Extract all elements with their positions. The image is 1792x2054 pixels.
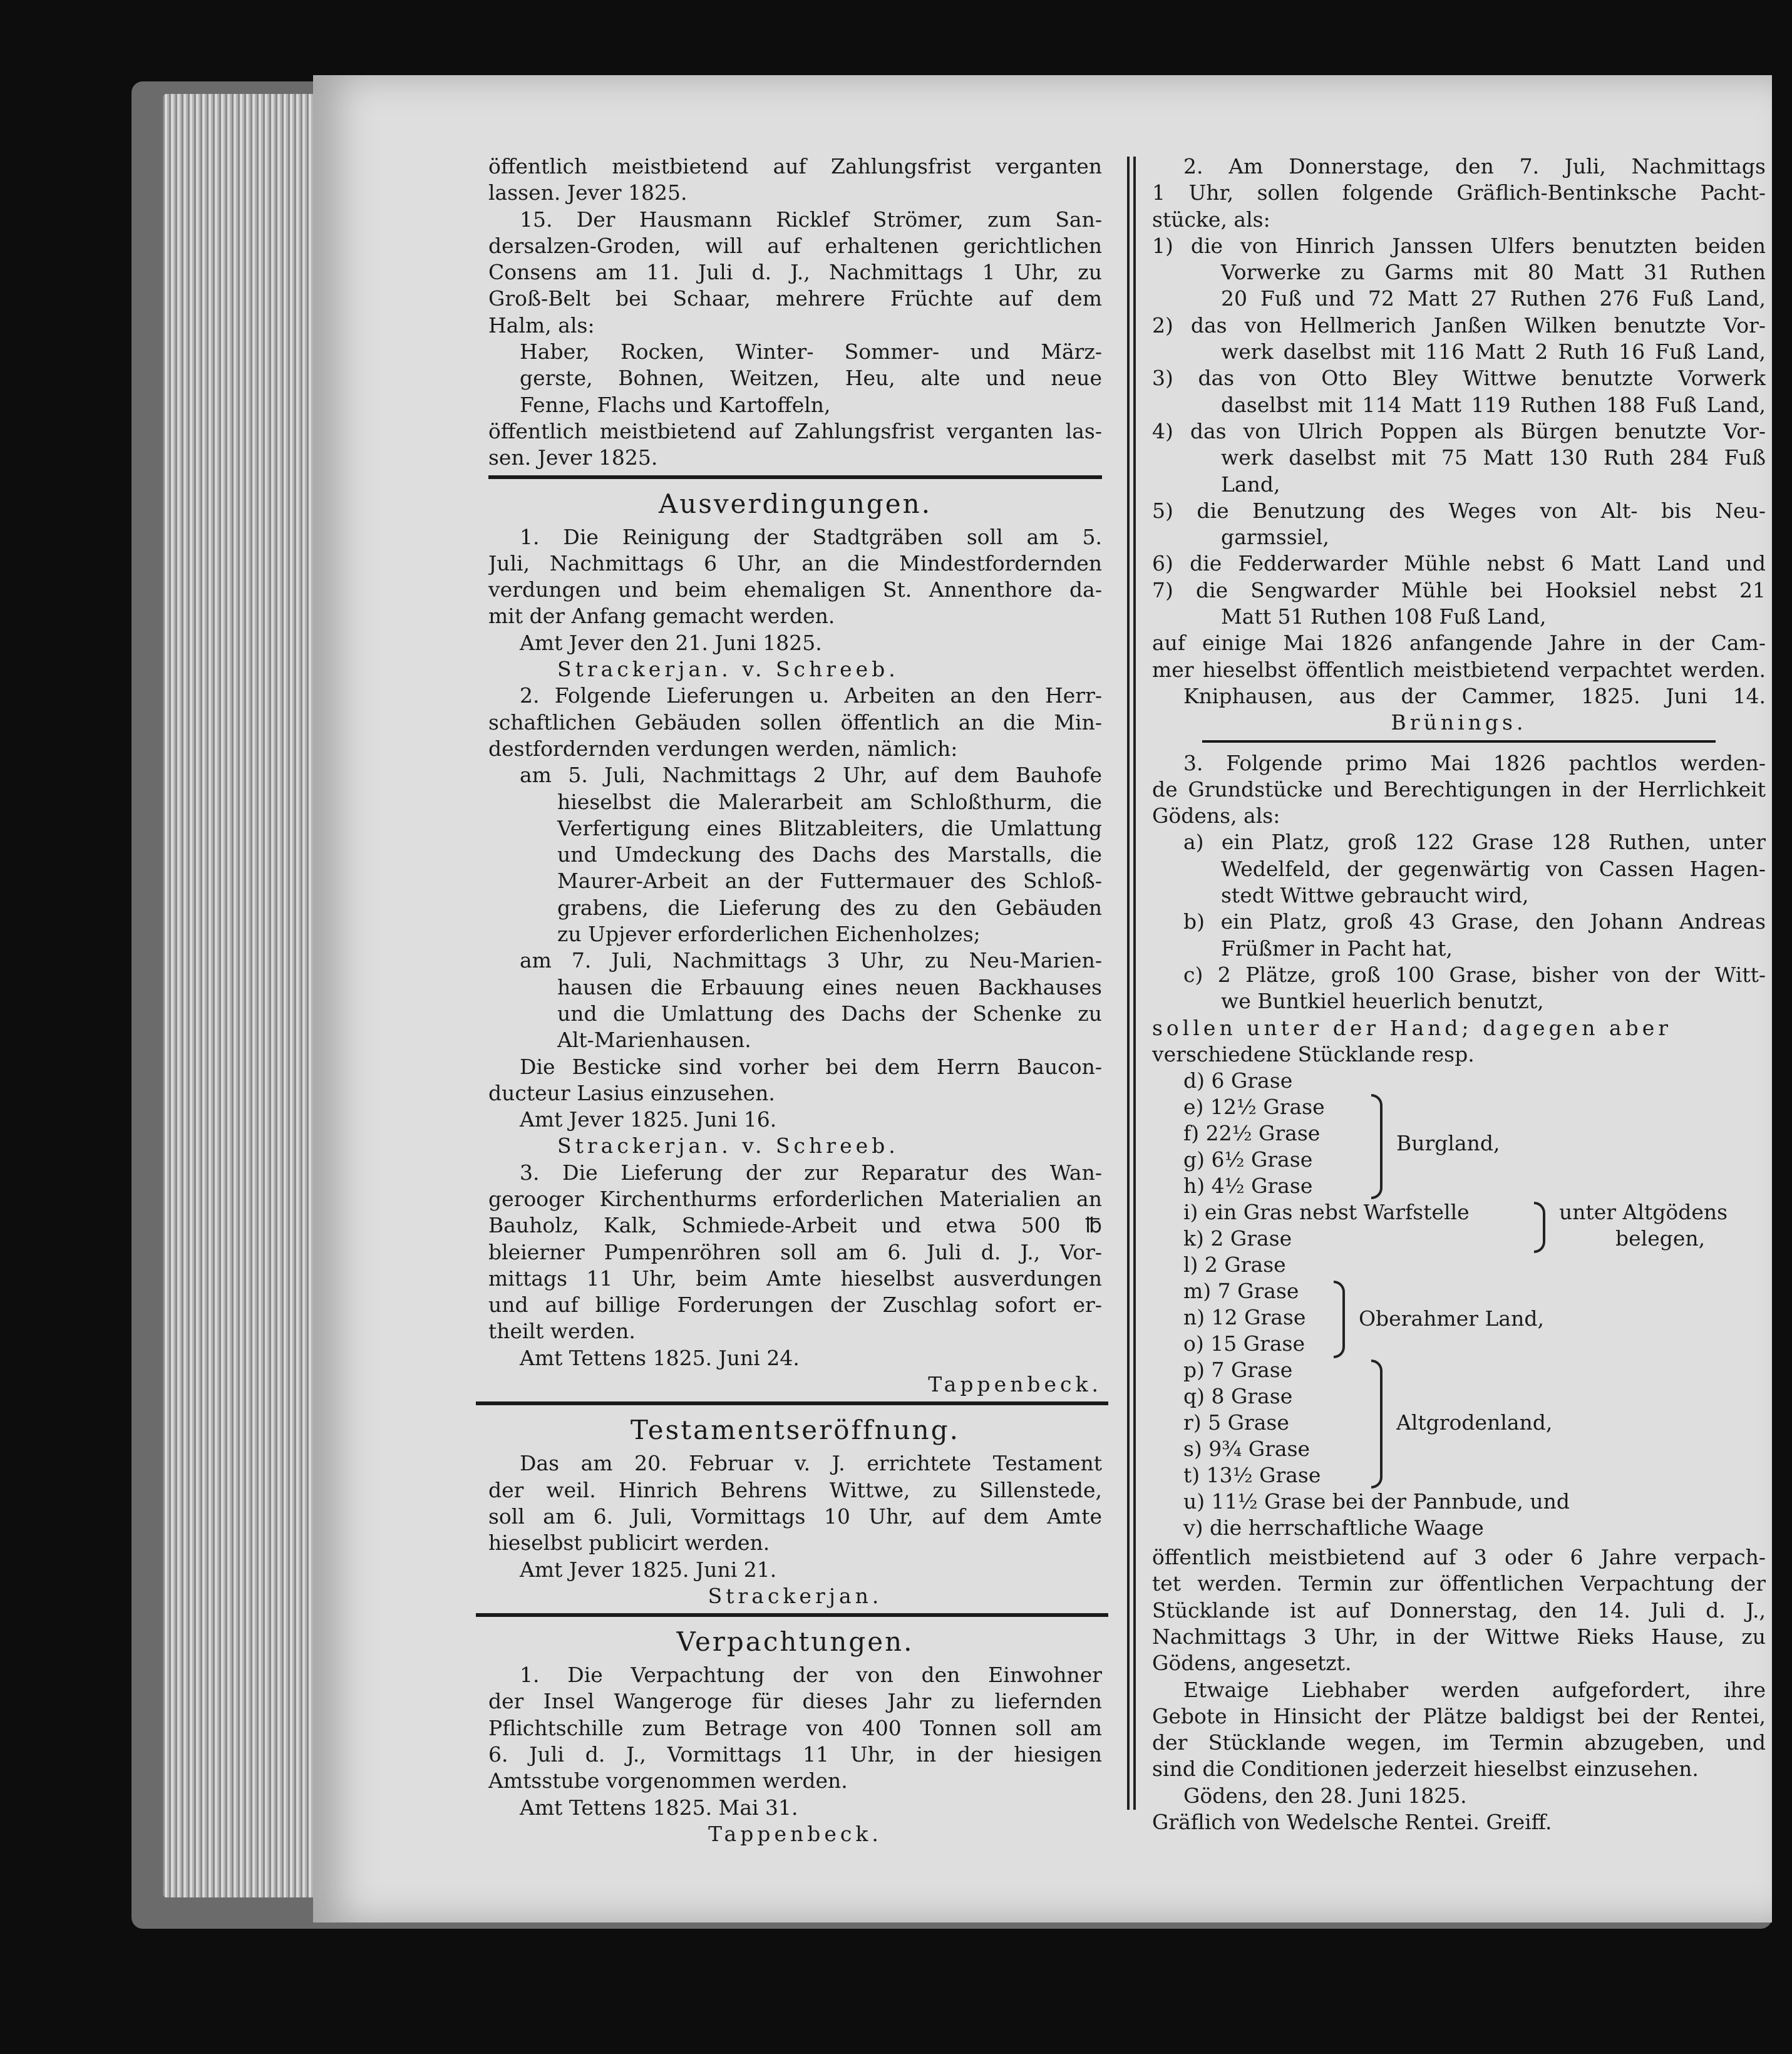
- signature-line: Tappenbeck.: [928, 1372, 1102, 1397]
- text-line: 3. Die Lieferung der zur Reparatur des Wan-: [520, 1160, 1102, 1185]
- text-line: Amt Tettens 1825. Juni 24.: [520, 1345, 800, 1370]
- group-label: Oberahmer Land,: [1359, 1306, 1544, 1331]
- text-line: c) 2 Plätze, groß 100 Grase, bisher von der Witt-: [1183, 962, 1766, 987]
- signature-line: Strackerjan.: [708, 1583, 883, 1608]
- section-rule: [476, 1613, 1108, 1622]
- text-line: hieselbst publicirt werden.: [488, 1530, 770, 1556]
- text-line: Das am 20. Februar v. J. errichtete Testament: [520, 1451, 1102, 1476]
- text-line: Haber, Rocken, Winter- Sommer- und März-: [520, 339, 1102, 364]
- text-line: gerooger Kirchenthurms erforderlichen Materialien an: [488, 1186, 1102, 1211]
- list-item: v) die herrschaftliche Waage: [1183, 1515, 1484, 1540]
- list-item: n) 12 Grase: [1183, 1305, 1306, 1330]
- text-line: Gödens, angesetzt.: [1152, 1651, 1352, 1676]
- text-line: mit der Anfang gemacht werden.: [488, 604, 835, 629]
- text-line: 4) das von Ulrich Poppen als Bürgen benutzte Vor-: [1152, 418, 1766, 443]
- text-line: Groß-Belt bei Schaar, mehrere Früchte auf dem: [488, 286, 1102, 311]
- text-line: der weil. Hinrich Behrens Wittwe, zu Sillenstede,: [488, 1477, 1102, 1502]
- list-item: k) 2 Grase: [1183, 1226, 1292, 1251]
- group-brace: [1534, 1202, 1545, 1253]
- section-heading: Ausverdingungen.: [658, 488, 932, 519]
- text-line: daselbst mit 114 Matt 119 Ruthen 188 Fuß Land,: [1221, 392, 1766, 417]
- text-line: de Grundstücke und Berechtigungen in der Herrlichkeit: [1152, 777, 1766, 802]
- list-item: e) 12½ Grase: [1183, 1095, 1325, 1120]
- group-label: unter Altgödens: [1559, 1200, 1728, 1225]
- text-line: 1. Die Reinigung der Stadtgräben soll am 5.: [520, 524, 1102, 549]
- item-list: [1152, 1068, 1766, 1544]
- text-line: verdungen und beim ehemaligen St. Annenthore da-: [488, 577, 1102, 602]
- text-line: 6. Juli d. J., Vormittags 11 Uhr, in der hiesigen: [488, 1742, 1102, 1767]
- section-rule: [488, 475, 1102, 484]
- signature-line: Strackerjan. v. Schreeb.: [557, 1133, 899, 1159]
- text-line: am 5. Juli, Nachmittags 2 Uhr, auf dem Bauhofe: [520, 763, 1102, 788]
- text-line: 15. Der Hausmann Ricklef Strömer, zum San-: [520, 207, 1102, 232]
- text-line: Amtsstube vorgenommen werden.: [488, 1768, 848, 1793]
- text-line: und Umdeckung des Dachs des Marstalls, die: [557, 842, 1102, 867]
- text-line: stedt Wittwe gebraucht wird,: [1221, 883, 1529, 908]
- text-line: bleierner Pumpenröhren soll am 6. Juli d. J., Vor-: [488, 1239, 1102, 1264]
- signature-line: Brünings.: [1391, 710, 1527, 735]
- text-line: hausen die Erbauung eines neuen Backhauses: [557, 974, 1102, 999]
- list-item: p) 7 Grase: [1183, 1358, 1293, 1383]
- text-line: Land,: [1221, 472, 1280, 497]
- text-line: stücke, als:: [1152, 207, 1270, 232]
- page-edges: [163, 94, 319, 1897]
- text-line: Pflichtschille zum Betrage von 400 Tonnen soll am: [488, 1715, 1102, 1740]
- text-line: und auf billige Forderungen der Zuschlag sofort er-: [488, 1293, 1102, 1318]
- section-rule: [1202, 740, 1716, 748]
- list-item: d) 6 Grase: [1183, 1068, 1293, 1093]
- text-line: werk daselbst mit 116 Matt 2 Ruth 16 Fuß Land,: [1221, 339, 1766, 364]
- text-line: der Insel Wangeroge für dieses Jahr zu liefernden: [488, 1689, 1102, 1714]
- text-line: hieselbst die Malerarbeit am Schloßthurm, die: [557, 789, 1102, 814]
- text-line: Vorwerke zu Garms mit 80 Matt 31 Ruthen: [1221, 260, 1766, 285]
- text-line: 1) die von Hinrich Janssen Ulfers benutzten beiden: [1152, 233, 1766, 258]
- text-line: Bauholz, Kalk, Schmiede-Arbeit und etwa 500 ℔: [488, 1213, 1102, 1238]
- text-line: a) ein Platz, groß 122 Grase 128 Ruthen, unter: [1183, 830, 1766, 855]
- text-line: auf einige Mai 1826 anfangende Jahre in der Cam-: [1152, 631, 1766, 656]
- text-line: mittags 11 Uhr, beim Amte hieselbst ausverdungen: [488, 1266, 1102, 1291]
- signature-line: Strackerjan. v. Schreeb.: [557, 657, 899, 682]
- text-line: Amt Jever 1825. Juni 16.: [520, 1107, 777, 1132]
- text-line: 3) das von Otto Bley Wittwe benutzte Vorwerk: [1152, 366, 1766, 391]
- text-line: 5) die Benutzung des Weges von Alt- bis Neu-: [1152, 498, 1766, 523]
- list-item: i) ein Gras nebst Warfstelle: [1183, 1200, 1470, 1225]
- text-line: Fenne, Flachs und Kartoffeln,: [520, 392, 831, 417]
- group-brace: [1371, 1360, 1383, 1489]
- text-line: 2. Folgende Lieferungen u. Arbeiten an den Herr-: [520, 683, 1102, 708]
- list-item: t) 13½ Grase: [1183, 1463, 1321, 1488]
- text-line: verschiedene Stücklande resp.: [1152, 1041, 1475, 1066]
- text-line: theilt werden.: [488, 1319, 636, 1344]
- text-line: Amt Jever den 21. Juni 1825.: [520, 630, 822, 655]
- list-item: q) 8 Grase: [1183, 1384, 1293, 1409]
- text-line: Halm, als:: [488, 312, 595, 338]
- text-line: 2) das von Hellmerich Janßen Wilken benutzte Vor-: [1152, 312, 1766, 338]
- text-line: 20 Fuß und 72 Matt 27 Ruthen 276 Fuß Land,: [1221, 286, 1766, 311]
- column-divider: [1127, 157, 1136, 1810]
- text-line: öffentlich meistbietend auf Zahlungsfrist verganten las-: [488, 418, 1102, 443]
- text-line: öffentlich meistbietend auf Zahlungsfrist verganten: [488, 154, 1102, 178]
- text-line: tet werden. Termin zur öffentlichen Verpachtung der: [1152, 1571, 1766, 1596]
- text-line: werk daselbst mit 75 Matt 130 Ruth 284 Fuß: [1221, 445, 1766, 470]
- text-line: Wedelfeld, der gegenwärtig von Cassen Hagen-: [1221, 856, 1766, 881]
- text-line: Gödens, den 28. Juni 1825.: [1183, 1783, 1467, 1808]
- text-line: ducteur Lasius einzusehen.: [488, 1080, 775, 1105]
- text-line: garmssiel,: [1221, 525, 1329, 550]
- text-line: Amt Tettens 1825. Mai 31.: [520, 1795, 798, 1820]
- text-line: sen. Jever 1825.: [488, 445, 658, 470]
- text-line: Alt-Marienhausen.: [557, 1028, 751, 1053]
- text-line: lassen. Jever 1825.: [488, 180, 687, 205]
- signature-line: Gräflich von Wedelsche Rentei. Greiff.: [1152, 1810, 1552, 1835]
- text-line: zu Upjever erforderlichen Eichenholzes;: [557, 922, 981, 947]
- text-line: 2. Am Donnerstage, den 7. Juli, Nachmittags: [1183, 154, 1766, 178]
- section-rule: [476, 1401, 1108, 1410]
- text-line: 1. Die Verpachtung der von den Einwohner: [520, 1663, 1102, 1688]
- text-line: Matt 51 Ruthen 108 Fuß Land,: [1221, 604, 1547, 629]
- text-line: grabens, die Lieferung des zu den Gebäuden: [557, 895, 1102, 920]
- text-line: soll am 6. Juli, Vormittags 10 Uhr, auf dem Amte: [488, 1504, 1102, 1529]
- list-item: r) 5 Grase: [1183, 1410, 1289, 1435]
- right-column: [1152, 153, 1766, 1835]
- list-item: o) 15 Grase: [1183, 1331, 1305, 1356]
- text-line: Gödens, als:: [1152, 803, 1280, 828]
- text-line: Consens am 11. Juli d. J., Nachmittags 1 Uhr, zu: [488, 260, 1102, 285]
- list-item: f) 22½ Grase: [1183, 1121, 1321, 1146]
- list-item: m) 7 Grase: [1183, 1279, 1299, 1304]
- text-line: 1 Uhr, sollen folgende Gräflich-Bentinksche Pacht-: [1152, 180, 1766, 205]
- group-brace: [1334, 1281, 1345, 1358]
- text-line: destfordernden verdungen werden, nämlich:: [488, 736, 958, 761]
- text-line: Maurer-Arbeit an der Futtermauer des Schloß-: [557, 869, 1102, 894]
- text-line: Amt Jever 1825. Juni 21.: [520, 1557, 777, 1582]
- text-line: mer hieselbst öffentlich meistbietend verpachtet werden.: [1152, 657, 1766, 682]
- list-item: s) 9¾ Grase: [1183, 1437, 1311, 1462]
- list-item: g) 6½ Grase: [1183, 1147, 1313, 1172]
- list-item: h) 4½ Grase: [1183, 1174, 1313, 1199]
- text-line: Etwaige Liebhaber werden aufgefordert, ihre: [1183, 1677, 1766, 1702]
- text-line: b) ein Platz, groß 43 Grase, den Johann Andreas: [1183, 909, 1766, 934]
- text-line: Nachmittags 3 Uhr, in der Wittwe Rieks Hause, zu: [1152, 1624, 1766, 1649]
- text-line: öffentlich meistbietend auf 3 oder 6 Jahre verpach-: [1152, 1545, 1766, 1570]
- text-line: und die Umlattung des Dachs der Schenke zu: [557, 1001, 1102, 1026]
- text-line: 6) die Fedderwarder Mühle nebst 6 Matt Land und: [1152, 551, 1766, 576]
- group-label: Altgrodenland,: [1396, 1410, 1553, 1435]
- list-item: l) 2 Grase: [1183, 1252, 1286, 1277]
- text-line: sind die Conditionen jederzeit hieselbst einzusehen.: [1152, 1757, 1699, 1782]
- text-line: 3. Folgende primo Mai 1826 pachtlos werden-: [1183, 750, 1766, 775]
- text-line: Stücklande ist auf Donnerstag, den 14. Juli d. J.,: [1152, 1597, 1766, 1623]
- text-line: Die Besticke sind vorher bei dem Herrn Baucon-: [520, 1054, 1102, 1079]
- text-line: Gebote in Hinsicht der Plätze baldigst bei der Rentei,: [1152, 1703, 1766, 1728]
- text-line: 7) die Sengwarder Mühle bei Hooksiel nebst 21: [1152, 577, 1766, 602]
- group-brace: [1371, 1094, 1383, 1199]
- group-label: belegen,: [1615, 1226, 1706, 1251]
- text-line: we Buntkiel heuerlich benutzt,: [1221, 989, 1544, 1014]
- text-line: dersalzen-Groden, will auf erhaltenen gerichtlichen: [488, 233, 1102, 258]
- section-heading: Testamentseröffnung.: [631, 1415, 960, 1446]
- text-line: der Stücklande wegen, im Termin abzugeben, und: [1152, 1730, 1766, 1755]
- list-item: u) 11½ Grase bei der Pannbude, und: [1183, 1489, 1570, 1514]
- left-column: [488, 153, 1102, 1847]
- text-line: Verfertigung eines Blitzableiters, die Umlattung: [557, 815, 1102, 840]
- text-line: Früßmer in Pacht hat,: [1221, 936, 1453, 961]
- text-line: Juli, Nachmittags 6 Uhr, an die Mindestfordernden: [488, 550, 1102, 575]
- text-line: gerste, Bohnen, Weitzen, Heu, alte und neue: [520, 366, 1102, 391]
- section-heading: Verpachtungen.: [676, 1626, 914, 1658]
- group-label: Burgland,: [1396, 1131, 1500, 1156]
- text-line: sollen unter der Hand; dagegen aber: [1152, 1015, 1672, 1040]
- text-line: schaftlichen Gebäuden sollen öffentlich an die Min-: [488, 710, 1102, 735]
- text-line: am 7. Juli, Nachmittags 3 Uhr, zu Neu-Marien-: [520, 948, 1102, 973]
- text-line: Kniphausen, aus der Cammer, 1825. Juni 14.: [1183, 683, 1766, 708]
- signature-line: Tappenbeck.: [708, 1821, 882, 1846]
